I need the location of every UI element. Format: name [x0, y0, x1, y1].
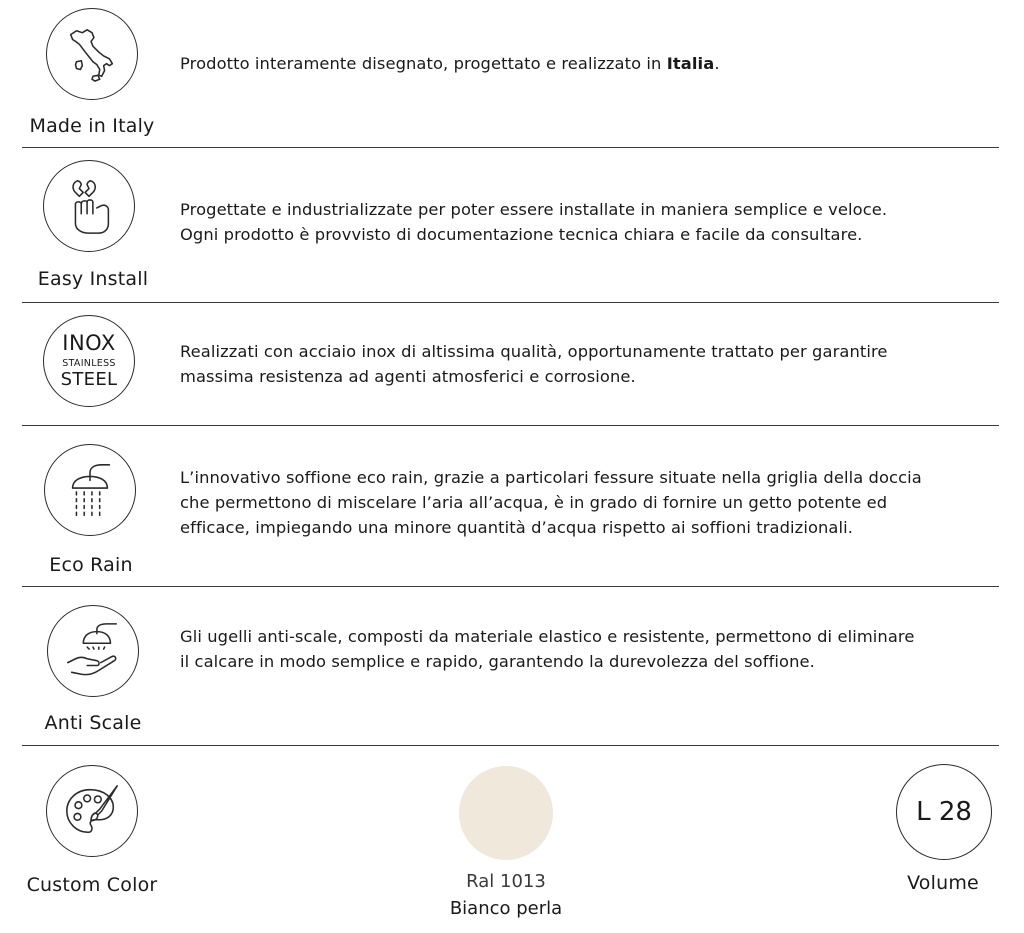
row-divider: [22, 425, 999, 426]
color-code: Ral 1013: [466, 871, 546, 892]
volume-label: Volume: [907, 872, 979, 894]
description-line: massima resistenza ad agenti atmosferici e corrosione.: [180, 367, 636, 386]
description-line: il calcare in modo semplice e rapido, garantendo la durevolezza del soffione.: [180, 652, 815, 671]
description-line: Gli ugelli anti-scale, composti da materiale elastico e resistente, permettono di eliminare: [180, 627, 915, 646]
feature-description: [180, 465, 1010, 540]
anti-scale-icon-circle: [47, 605, 139, 697]
description-line: efficace, impiegando una minore quantità d’acqua rispetto ai soffioni tradizionali.: [180, 518, 854, 537]
badge-middle-text: STAINLESS: [62, 358, 116, 370]
badge-bottom-text: STEEL: [60, 368, 118, 390]
feature-description: [180, 51, 1010, 76]
feature-label: Easy Install: [37, 268, 149, 290]
description-bold-text: Italia: [666, 54, 715, 73]
palette-brush-icon: [61, 780, 123, 842]
badge-top-text: INOX: [62, 331, 116, 356]
feature-label: Eco Rain: [49, 554, 133, 576]
description-line: L’innovativo soffione eco rain, grazie a particolari fessure situate nella griglia della doccia: [180, 468, 922, 487]
description-line: Ogni prodotto è provvisto di documentazione tecnica chiara e facile da consultare.: [180, 225, 863, 244]
color-swatch: [459, 766, 553, 860]
color-name: Bianco perla: [449, 898, 563, 919]
description-line: che permettono di miscelare l’aria all’acqua, è in grado di fornire un getto potente ed: [180, 493, 888, 512]
inox-stainless-steel-icon: [61, 333, 118, 389]
description-line: Progettate e industrializzate per poter essere installate in maniera semplice e veloce.: [180, 200, 888, 219]
row-divider: [22, 302, 999, 303]
description-text: .: [714, 54, 720, 73]
row-divider: [22, 745, 999, 746]
feature-label: Made in Italy: [29, 115, 155, 137]
custom-color-label: Custom Color: [26, 874, 158, 896]
hand-shower-icon: [62, 620, 124, 682]
row-divider: [22, 147, 999, 148]
custom-color-icon-circle: [46, 765, 138, 857]
italy-map-icon: [61, 23, 123, 85]
feature-description: [180, 339, 1010, 389]
made-in-italy-icon-circle: [46, 8, 138, 100]
hand-wrench-icon: [58, 175, 120, 237]
description-line: Realizzati con acciaio inox di altissima qualità, opportunamente trattato per garantire: [180, 342, 888, 361]
easy-install-icon-circle: [43, 160, 135, 252]
eco-rain-icon-circle: [44, 444, 136, 536]
inox-icon-circle: [43, 315, 135, 407]
feature-description: [180, 624, 1010, 674]
row-divider: [22, 586, 999, 587]
feature-description: [180, 197, 1010, 247]
volume-icon-circle: [896, 764, 992, 860]
shower-head-icon: [59, 459, 121, 521]
volume-value: L 28: [916, 797, 972, 827]
feature-label: Anti Scale: [44, 712, 142, 734]
description-text: Prodotto interamente disegnato, progettato e realizzato in: [180, 54, 667, 73]
